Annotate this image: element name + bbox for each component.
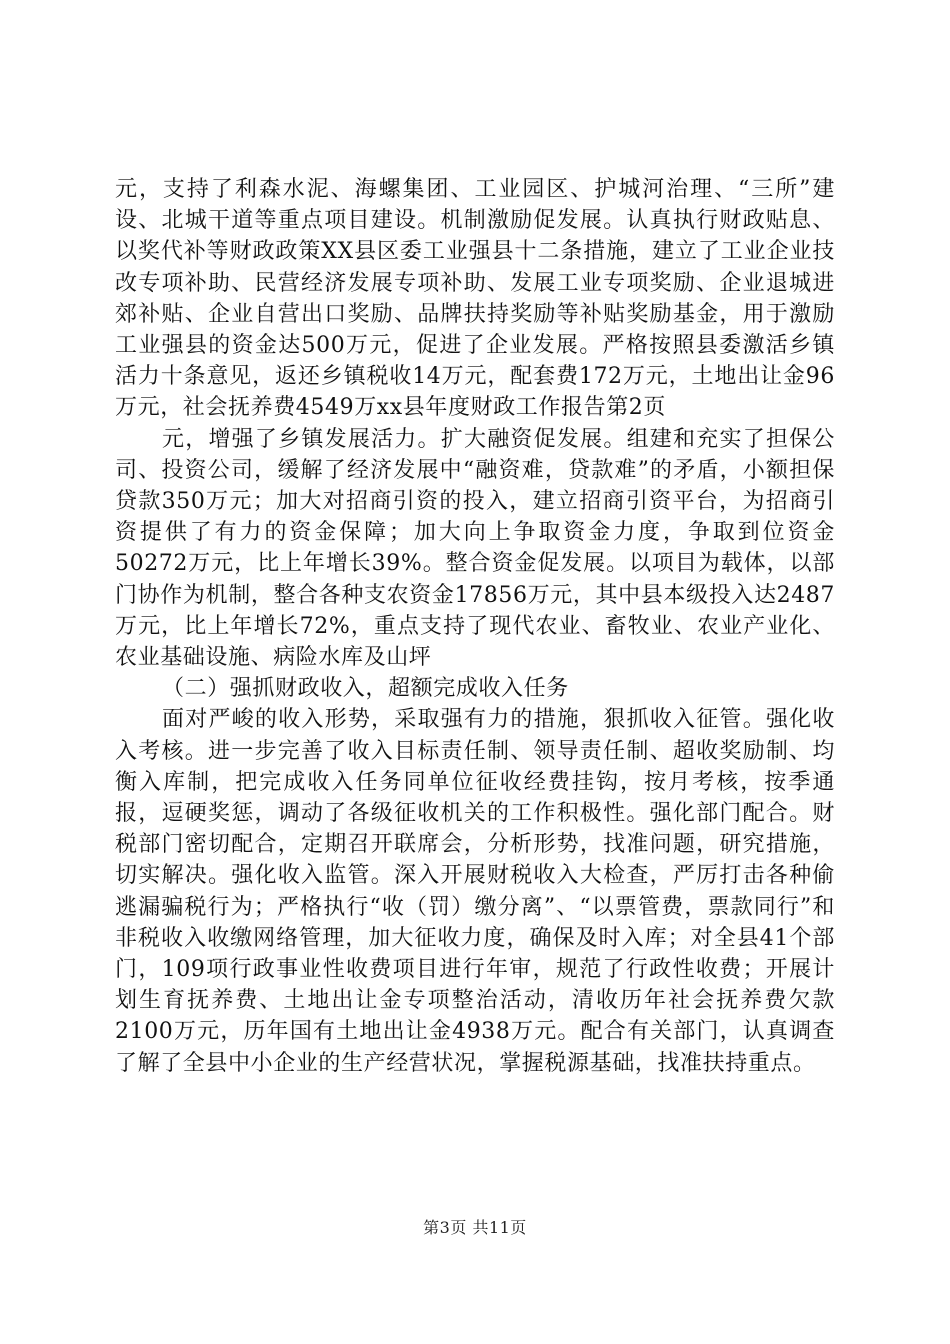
page-footer: 第3页 共11页 — [423, 1218, 527, 1237]
paragraph: 元，增强了乡镇发展活力。扩大融资促发展。组建和充实了担保公司、投资公司，缓解了经济发展中“融资难，贷款难”的矛盾，小额担保贷款350万元；加大对招商引资的投入，建立招商引资平台，为招商引资提供了有力的资金保障；加大向上争取资金力度，争取到位资金50272万元，比上年增长39%。整合资金促发展。以项目为载体，以部门协作为机制，整合各种支农资金17856万元，其中县本级投入达2487万元，比上年增长72%，重点支持了现代农业、畜牧业、农业产业化、农业基础设施、病险水库及山坪 — [115, 426, 835, 671]
paragraph: 面对严峻的收入形势，采取强有力的措施，狠抓收入征管。强化收入考核。进一步完善了收入目标责任制、领导责任制、超收奖励制、均衡入库制，把完成收入任务同单位征收经费挂钩，按月考核，按季通报，逗硬奖惩，调动了各级征收机关的工作积极性。强化部门配合。财税部门密切配合，定期召开联席会，分析形势，找准问题，研究措施，切实解决。强化收入监管。深入开展财税收入大检查，严厉打击各种偷逃漏骗税行为；严格执行“收（罚）缴分离”、“以票管费，票款同行”和非税收入收缴网络管理，加大征收力度，确保及时入库；对全县41个部门，109项行政事业性收费项目进行年审，规范了行政性收费；开展计划生育抚养费、土地出让金专项整治活动，清收历年社会抚养费欠款2100万元，历年国有土地出让金4938万元。配合有关部门，认真调查了解了全县中小企业的生产经营状况，掌握税源基础，找准扶持重点。 — [115, 707, 835, 1076]
document-body — [115, 174, 835, 1079]
section-heading: （二）强抓财政收入，超额完成收入任务 — [162, 676, 569, 702]
paragraph-continued: 元，支持了利森水泥、海螺集团、工业园区、护城河治理、“三所”建设、北城干道等重点项目建设。机制激励促发展。认真执行财政贴息、以奖代补等财政政策XX县区委工业强县十二条措施，建立了工业企业技改专项补助、民营经济发展专项补助、发展工业专项奖励、企业退城进郊补贴、企业自营出口奖励、品牌扶持奖励等补贴奖励基金，用于激励工业强县的资金达500万元，促进了企业发展。严格按照县委激活乡镇活力十条意见，返还乡镇税收14万元，配套费172万元，土地出让金96万元，社会抚养费4549万xx县年度财政工作报告第2页 — [115, 177, 835, 421]
